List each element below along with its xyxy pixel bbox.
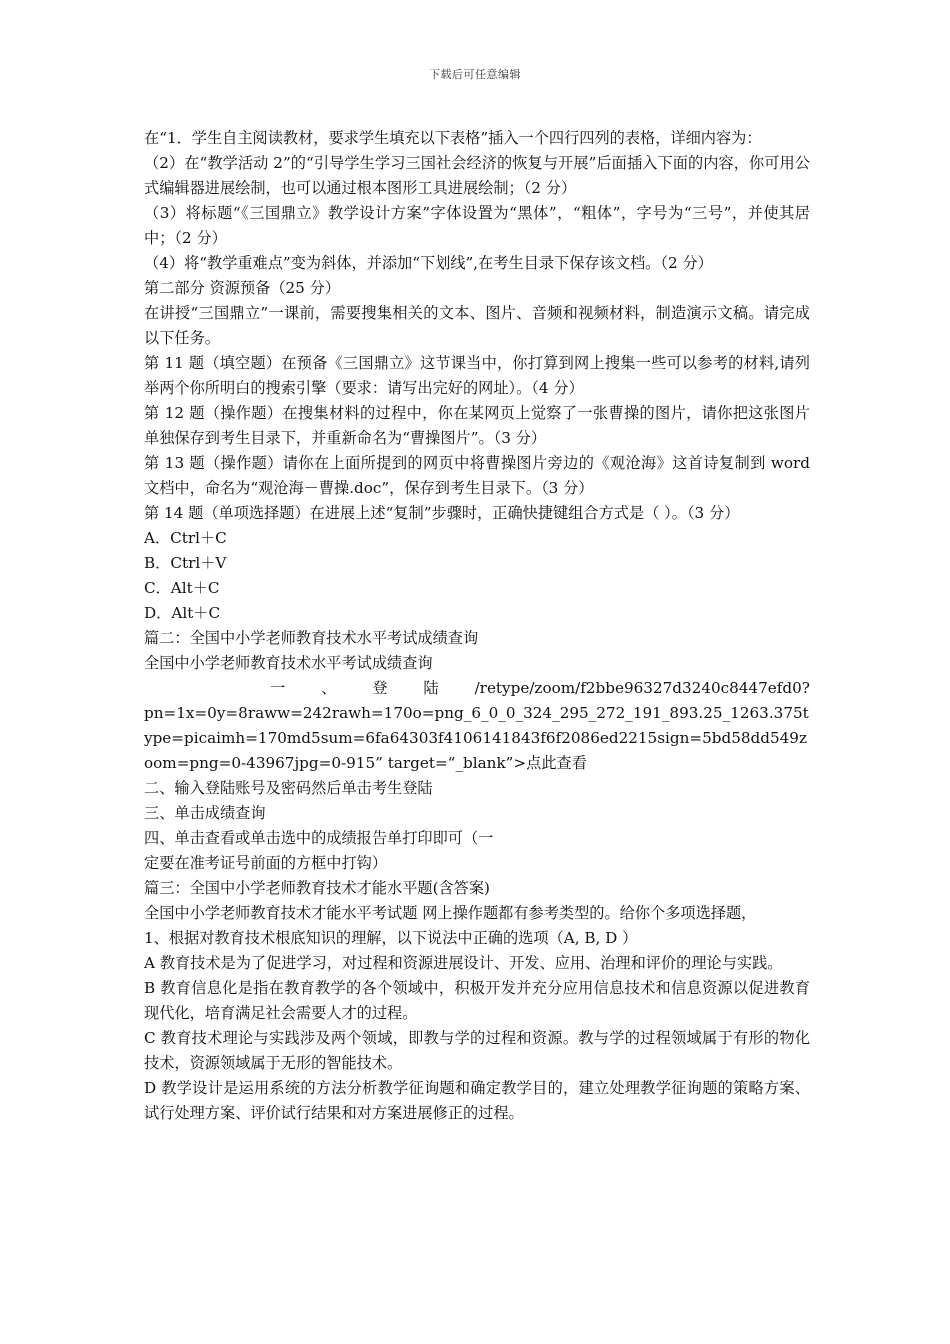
login-step-char-2: 、: [321, 679, 337, 697]
paragraph-table-instruction: 在“1．学生自主阅读教材，要求学生填充以下表格”插入一个四行四列的表格，详细内容为：: [144, 129, 762, 147]
answer-option-a: A 教育技术是为了促进学习，对过程和资源进展设计、开发、应用、治理和评价的理论与实践。: [144, 954, 783, 972]
paragraph-article-2-title: 全国中小学老师教育技术水平考试成绩查询: [144, 654, 433, 672]
page-header: 下载后可任意编辑: [429, 68, 521, 81]
question-1: 1、根据对教育技术根底知识的理解，以下说法中正确的选项（A, B, D ）: [144, 929, 638, 947]
document-body: [144, 126, 810, 1126]
section-heading-article-2: 篇二：全国中小学老师教育技术水平考试成绩查询: [144, 629, 479, 647]
answer-option-c: C 教育技术理论与实践涉及两个领域，即教与学的过程和资源。教与学的过程领域属于有形的物化技术，资源领域属于无形的智能技术。: [144, 1029, 810, 1072]
section-heading-part-2: 第二部分 资源预备（25 分）: [144, 279, 341, 297]
question-13: 第 13 题（操作题）请你在上面所提到的网页中将曹操图片旁边的《观沧海》这首诗复制到 word 文档中，命名为“观沧海－曹操.doc”，保存到考生目录下。（3 分）: [144, 454, 810, 497]
option-c: C．Alt＋C: [144, 579, 220, 597]
paragraph-article-3-intro: 全国中小学老师教育技术才能水平考试题 网上操作题都有参考类型的。给你个多项选择题，: [144, 904, 757, 922]
login-step-char-1: 一: [270, 679, 286, 697]
step-2: 二、输入登陆账号及密码然后单击考生登陆: [144, 779, 433, 797]
paragraph-task-3: （3）将标题“《三国鼎立》教学设计方案”字体设置为“黑体”，“粗体”，字号为“三号”，并使其居中；（2 分）: [144, 204, 810, 247]
question-12: 第 12 题（操作题）在搜集材料的过程中，你在某网页上觉察了一张曹操的图片，请你把这张图片单独保存到考生目录下，并重新命名为“曹操图片”。（3 分）: [144, 404, 810, 447]
option-d: D．Alt＋C: [144, 604, 221, 622]
url-continuation: pn=1x=0y=8raww=242rawh=170o=png_6_0_0_324_295_272_191_893.25_1263.375type=picaimh=170md5sum=6fa64303f4106141843f6f2086ed2215sign=5bd58dd549zoom=png=0-43967jpg=0-915” target=“_blank”>点此查看: [144, 704, 809, 772]
paragraph-task-2: （2）在“教学活动 2”的“引导学生学习三国社会经济的恢复与开展”后面插入下面的内容，你可用公式编辑器进展绘制，也可以通过根本图形工具进展绘制；（2 分）: [144, 154, 810, 197]
paragraph-part-2-intro: 在讲授“三国鼎立”一课前，需要搜集相关的文本、图片、音频和视频材料，制造演示文稿。请完成以下任务。: [144, 304, 810, 347]
answer-option-d: D 教学设计是运用系统的方法分析教学征询题和确定教学目的，建立处理教学征询题的策略方案、试行处理方案、评价试行结果和对方案进展修正的过程。: [144, 1079, 810, 1122]
login-step-char-3: 登: [372, 679, 388, 697]
step-4-continued: 定要在准考证号前面的方框中打钩）: [144, 854, 387, 872]
option-a: A．Ctrl＋C: [144, 529, 227, 547]
paragraph-task-4: （4）将“教学重难点”变为斜体，并添加“下划线”,在考生目录下保存该文档。（2 分）: [144, 254, 713, 272]
section-heading-article-3: 篇三：全国中小学老师教育技术才能水平题(含答案): [144, 879, 490, 897]
answer-option-b: B 教育信息化是指在教育教学的各个领域中，积极开发并充分应用信息技术和信息资源以促进教育现代化，培育满足社会需要人才的过程。: [144, 979, 810, 1022]
login-step-url: /retype/zoom/f2bbe96327d3240c8447efd0?: [474, 679, 810, 697]
question-11: 第 11 题（填空题）在预备《三国鼎立》这节课当中，你打算到网上搜集一些可以参考的材料,请列举两个你所明白的搜索引擎（要求：请写出完好的网址）。（4 分）: [144, 354, 810, 397]
option-b: B．Ctrl＋V: [144, 554, 227, 572]
login-step-line: [144, 676, 810, 701]
login-step-char-4: 陆: [423, 679, 439, 697]
step-3: 三、单击成绩查询: [144, 804, 266, 822]
step-4: 四、单击查看或单击选中的成绩报告单打印即可（一: [144, 829, 494, 847]
question-14: 第 14 题（单项选择题）在进展上述“复制”步骤时，正确快捷键组合方式是（ ）。（3 分）: [144, 504, 740, 522]
